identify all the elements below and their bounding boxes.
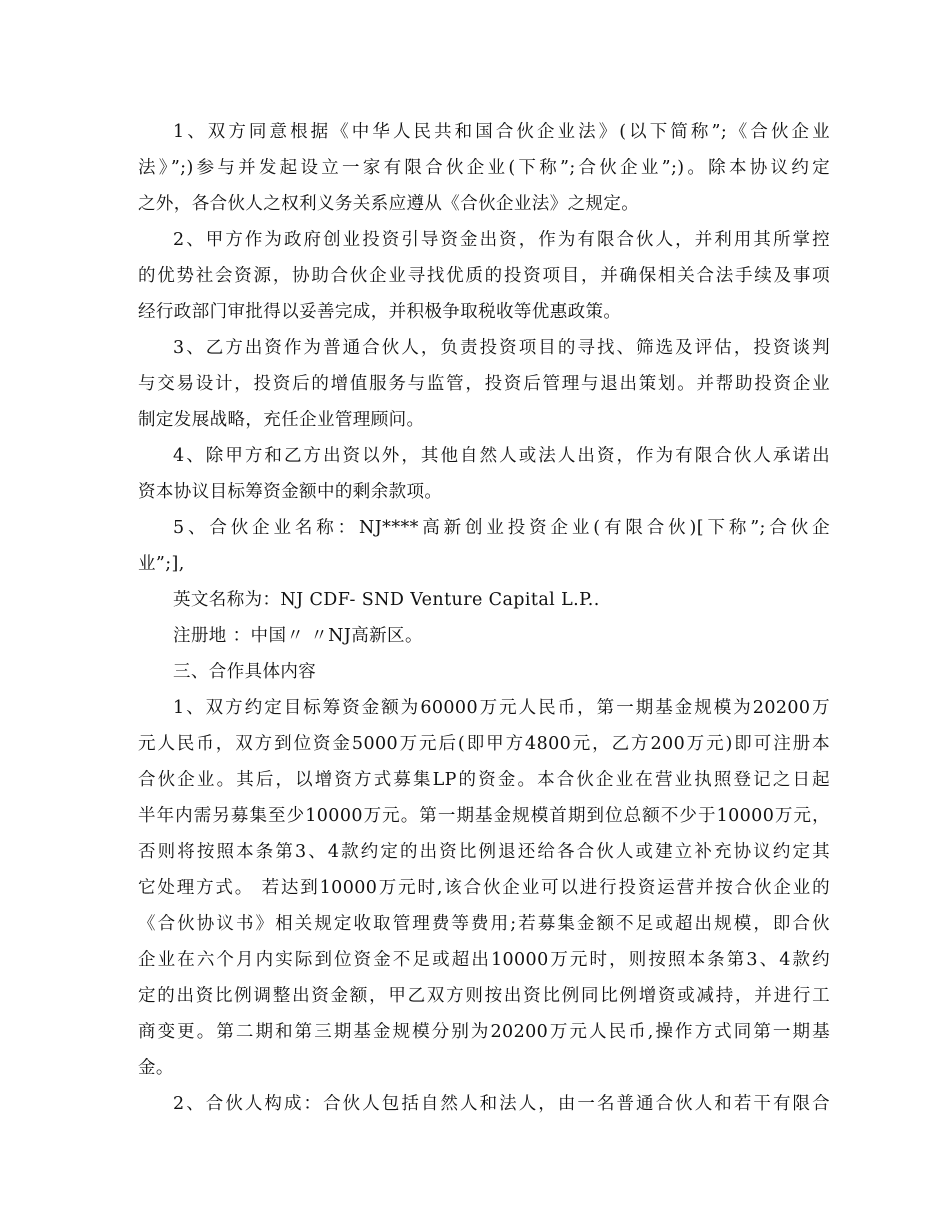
- text-line: 经行政部门审批得以妥善完成，并积极争取税收等优惠政策。: [138, 302, 622, 322]
- text-line: 制定发展战略，充任企业管理顾问。: [138, 410, 425, 430]
- text-line: 4、除甲方和乙方出资以外，其他自然人或法人出资，作为有限合伙人承诺出: [173, 446, 830, 466]
- text-line: 与交易设计，投资后的增值服务与监管，投资后管理与退出策划。并帮助投资企业: [138, 374, 830, 394]
- text-line: 否则将按照本条第3、4款约定的出资比例退还给各合伙人或建立补充协议约定其: [138, 842, 830, 862]
- text-line: 2、合伙人构成：合伙人包括自然人和法人，由一名普通合伙人和若干有限合: [173, 1094, 830, 1114]
- text-line: 2、甲方作为政府创业投资引导资金出资，作为有限合伙人，并利用其所掌控: [173, 230, 830, 250]
- text-line: 合伙企业。其后，以增资方式募集LP的资金。本合伙企业在营业执照登记之日起: [138, 770, 830, 790]
- text-line: 资本协议目标筹资金额中的剩余款项。: [138, 482, 443, 502]
- text-line: 的优势社会资源，协助合伙企业寻找优质的投资项目，并确保相关合法手续及事项: [138, 266, 830, 286]
- text-line: 定的出资比例调整出资金额，甲乙双方则按出资比例同比例增资或减持，并进行工: [138, 986, 830, 1006]
- text-line: 1、双方同意根据《中华人民共和国合伙企业法》(以下简称”;《合伙企业: [173, 122, 830, 142]
- text-line: 元人民币，双方到位资金5000万元后(即甲方4800元，乙方200万元)即可注册本: [138, 734, 830, 754]
- text-line: 业”;],: [138, 554, 185, 574]
- text-line: 3、乙方出资作为普通合伙人，负责投资项目的寻找、筛选及评估，投资谈判: [173, 338, 830, 358]
- text-line: 英文名称为：NJ CDF- SND Venture Capital L.P..: [173, 590, 600, 610]
- text-line: 5、合伙企业名称：NJ****高新创业投资企业(有限合伙)[下称”;合伙企: [173, 518, 830, 538]
- section-heading: 三、合作具体内容: [173, 662, 317, 682]
- text-line: 1、双方约定目标筹资金额为60000万元人民币，第一期基金规模为20200万: [173, 698, 830, 718]
- text-line: 之外，各合伙人之权利义务关系应遵从《合伙企业法》之规定。: [138, 194, 640, 214]
- text-line: 法》”;)参与并发起设立一家有限合伙企业(下称”;合伙企业”;)。除本协议约定: [138, 158, 830, 178]
- text-line: 商变更。第二期和第三期基金规模分别为20200万元人民币,操作方式同第一期基: [138, 1022, 830, 1042]
- text-line: 注册地 ：中国〃 〃NJ高新区。: [173, 626, 423, 646]
- text-line: 《合伙协议书》相关规定收取管理费等费用;若募集金额不足或超出规模，即合伙: [138, 914, 830, 934]
- text-line: 金。: [138, 1058, 174, 1078]
- text-line: 它处理方式。 若达到10000万元时,该合伙企业可以进行投资运营并按合伙企业的: [138, 878, 830, 898]
- text-line: 半年内需另募集至少10000万元。第一期基金规模首期到位总额不少于10000万元，: [138, 806, 830, 826]
- text-line: 企业在六个月内实际到位资金不足或超出10000万元时，则按照本条第3、4款约: [138, 950, 830, 970]
